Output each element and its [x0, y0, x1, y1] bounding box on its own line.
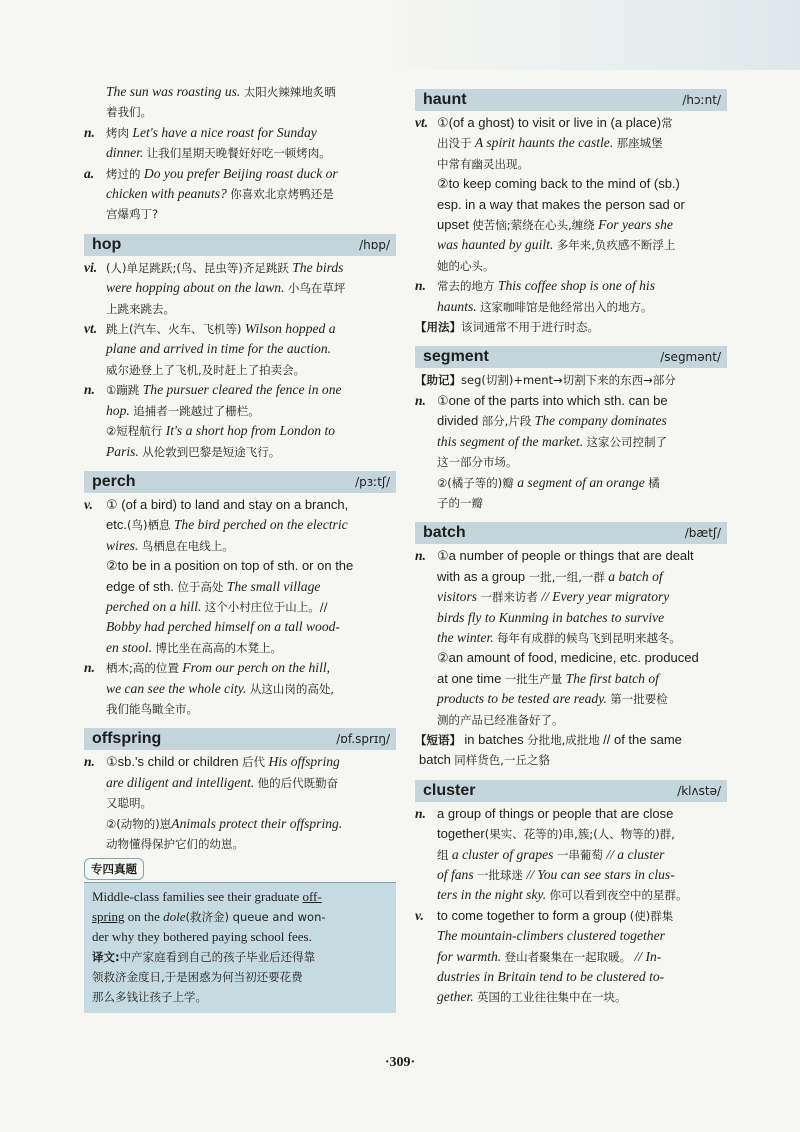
- entry-line: 这一部分市场。: [437, 455, 518, 470]
- entry-line: etc.(鸟)栖息 The bird perched on the electric: [106, 517, 348, 533]
- perch-n: n. 栖木;高的位置 From our perch on the hill,: [84, 660, 331, 676]
- entry-line: 中常有幽灵出现。: [437, 156, 529, 171]
- entry-line: were hopping about on the lawn. 小鸟在草坪: [106, 280, 346, 296]
- entry-line: batch 同样货色,一丘之貉: [419, 752, 550, 768]
- entry-line: plane and arrived in time for the auction.: [106, 341, 332, 357]
- entry-line: products to be tested are ready. 第一批要检: [437, 691, 668, 707]
- entry-header-perch: perch /pɜːtʃ/: [84, 471, 396, 493]
- hop-vt: vt. 跳上(汽车、火车、飞机等) Wilson hopped a: [84, 321, 336, 337]
- entry-line: ②an amount of food, medicine, etc. produced: [437, 650, 699, 666]
- roast-noun: n. 烤肉 Let's have a nice roast for Sunday: [84, 124, 317, 140]
- page-number: ·309·: [384, 1055, 416, 1070]
- entry-line: chicken with peanuts? 你喜欢北京烤鸭还是: [106, 186, 334, 202]
- entry-header-haunt: haunt /hɔːnt/: [415, 89, 727, 111]
- box-line: spring on the dole(救济金) queue and won-: [92, 909, 326, 925]
- entry-line: 威尔逊登上了飞机,及时赶上了拍卖会。: [106, 362, 306, 377]
- entry-line: are diligent and intelligent. 他的后代既勤奋: [106, 774, 339, 790]
- entry-line: with as a group 一批,一组,一群 a batch of: [437, 568, 663, 584]
- entry-line: 我们能鸟瞰全市。: [106, 701, 198, 716]
- entry-line: upset 使苦恼;萦绕在心头,缠绕 For years she: [437, 217, 673, 233]
- entry-line: the winter. 每年有成群的候鸟飞到昆明来越冬。: [437, 629, 682, 645]
- right-column: [415, 82, 727, 1008]
- haunt-usage: 【用法】该词通常不用于进行时态。: [415, 320, 599, 335]
- entry-line: edge of sth. 位于高处 The small village: [106, 578, 321, 594]
- entry-line: haunts. 这家咖啡馆是他经常出入的地方。: [437, 298, 653, 314]
- segment-n: n. ①one of the parts into which sth. can be: [415, 392, 668, 408]
- left-column: [84, 82, 396, 1013]
- entry-line: of fans 一批球迷 // You can see stars in clus-: [437, 867, 675, 882]
- entry-line: was haunted by guilt. 多年来,负疚感不断浮上: [437, 237, 676, 253]
- cluster-n: n. a group of things or people that are close: [415, 805, 674, 821]
- exam-box: [84, 882, 396, 1013]
- entry-line: we can see the whole city. 从这山岗的高处,: [106, 680, 334, 696]
- entry-line: 宫爆鸡丁?: [106, 207, 159, 222]
- entry-line: dinner. 让我们星期天晚餐好好吃一顿烤肉。: [106, 145, 331, 161]
- box-line: 译文:中产家庭看到自己的孩子毕业后还得靠: [92, 950, 316, 965]
- entry-line: this segment of the market. 这家公司控制了: [437, 433, 668, 449]
- entry-line: 出没于 A spirit haunts the castle. 那座城堡: [437, 135, 663, 151]
- entry-header-cluster: cluster /klʌstə/: [415, 780, 727, 802]
- entry-line: hop. 追捕者一跳越过了栅栏。: [106, 402, 260, 418]
- entry-line: ②to be in a position on top of sth. or on the: [106, 558, 354, 574]
- entry-line: ters in the night sky. 你可以看到夜空中的星群。: [437, 887, 688, 903]
- entry-line: 子的一瓣: [437, 495, 483, 510]
- entry-line: gether. 英国的工业往往集中在一块。: [437, 989, 627, 1005]
- entry-line: 测的产品已经准备好了。: [437, 712, 564, 727]
- entry-line: 又聪明。: [106, 796, 152, 811]
- entry-line: The mountain-climbers clustered together: [437, 928, 665, 944]
- hop-vi: vi. (人)单足跳跃;(鸟、昆虫等)齐足跳跃 The birds: [84, 259, 344, 275]
- entry-line: ②(动物的)崽Animals protect their offspring.: [106, 815, 343, 831]
- entry-line: dustries in Britain tend to be clustered to-: [437, 969, 665, 985]
- entry-line: esp. in a way that makes the person sad or: [437, 196, 685, 212]
- roast-adj: a. 烤过的 Do you prefer Beijing roast duck or: [84, 165, 338, 181]
- perch-v: v. ① (of a bird) to land and stay on a branch,: [84, 496, 349, 512]
- entry-line: 她的心头。: [437, 258, 495, 273]
- entry-header-hop: hop /hɒp/: [84, 234, 396, 256]
- segment-mnemonic: 【助记】seg(切割)+ment→切割下来的东西→部分: [415, 373, 676, 388]
- entry-line: together(果实、花等的)串,簇;(人、物等的)群,: [437, 826, 675, 842]
- entry-line: 上跳来跳去。: [106, 301, 175, 316]
- box-line: 领救济金度日,于是困惑为何当初还要花费: [92, 970, 303, 985]
- haunt-n: n. 常去的地方 This coffee shop is one of his: [415, 278, 655, 294]
- entry-line: divided 部分,片段 The company dominates: [437, 413, 667, 429]
- top-shade: [380, 0, 800, 70]
- box-line: der why they bothered paying school fees.: [92, 929, 312, 945]
- hop-n: n. ①蹦跳 The pursuer cleared the fence in one: [84, 382, 342, 398]
- entry-line: visitors 一群来访者 // Every year migratory: [437, 589, 670, 605]
- box-line: 那么多钱让孩子上学。: [92, 990, 207, 1005]
- batch-phrases: 【短语】 in batches 分批地,成批地 // of the same: [415, 731, 682, 747]
- entry-line: The sun was roasting us. 太阳火辣辣地炙晒: [106, 84, 336, 99]
- entry-line: 组 a cluster of grapes 一串葡萄 // a cluster: [437, 846, 665, 862]
- entry-line: wires. 鸟栖息在电线上。: [106, 537, 234, 553]
- offspring-n: n. ①sb.'s child or children 后代 His offspring: [84, 754, 340, 770]
- entry-line: ②短程航行 It's a short hop from London to: [106, 423, 336, 439]
- entry-line: Bobby had perched himself on a tall wood-: [106, 619, 340, 635]
- entry-line: birds fly to Kunming in batches to survive: [437, 609, 665, 625]
- entry-line: ②(橘子等的)瓣 a segment of an orange 橘: [437, 474, 660, 490]
- entry-line: for warmth. 登山者聚集在一起取暖。 // In-: [437, 948, 662, 964]
- box-line: Middle-class families see their graduate off-: [92, 889, 322, 905]
- exam-box-title: 专四真题: [84, 858, 144, 880]
- entry-header-batch: batch /bætʃ/: [415, 522, 727, 544]
- batch-n: n. ①a number of people or things that are dealt: [415, 548, 694, 564]
- entry-line: ②to keep coming back to the mind of (sb.): [437, 176, 680, 192]
- entry-line: at one time 一批生产量 The first batch of: [437, 670, 659, 686]
- entry-line: Paris. 从伦敦到巴黎是短途飞行。: [106, 443, 281, 459]
- entry-line: 动物懂得保护它们的幼崽。: [106, 837, 244, 851]
- cluster-v: v. to come together to form a group (使)群集: [415, 907, 674, 923]
- entry-line: en stool. 博比坐在高高的木凳上。: [106, 639, 282, 655]
- entry-header-offspring: offspring /ɒf.sprɪŋ/: [84, 728, 396, 750]
- entry-header-segment: segment /segmənt/: [415, 346, 727, 368]
- entry-line: perched on a hill. 这个小村庄位于山上。//: [106, 598, 328, 614]
- entry-line: 着我们。: [106, 105, 152, 120]
- haunt-vt: vt. ①(of a ghost) to visit or live in (a place)常: [415, 115, 673, 130]
